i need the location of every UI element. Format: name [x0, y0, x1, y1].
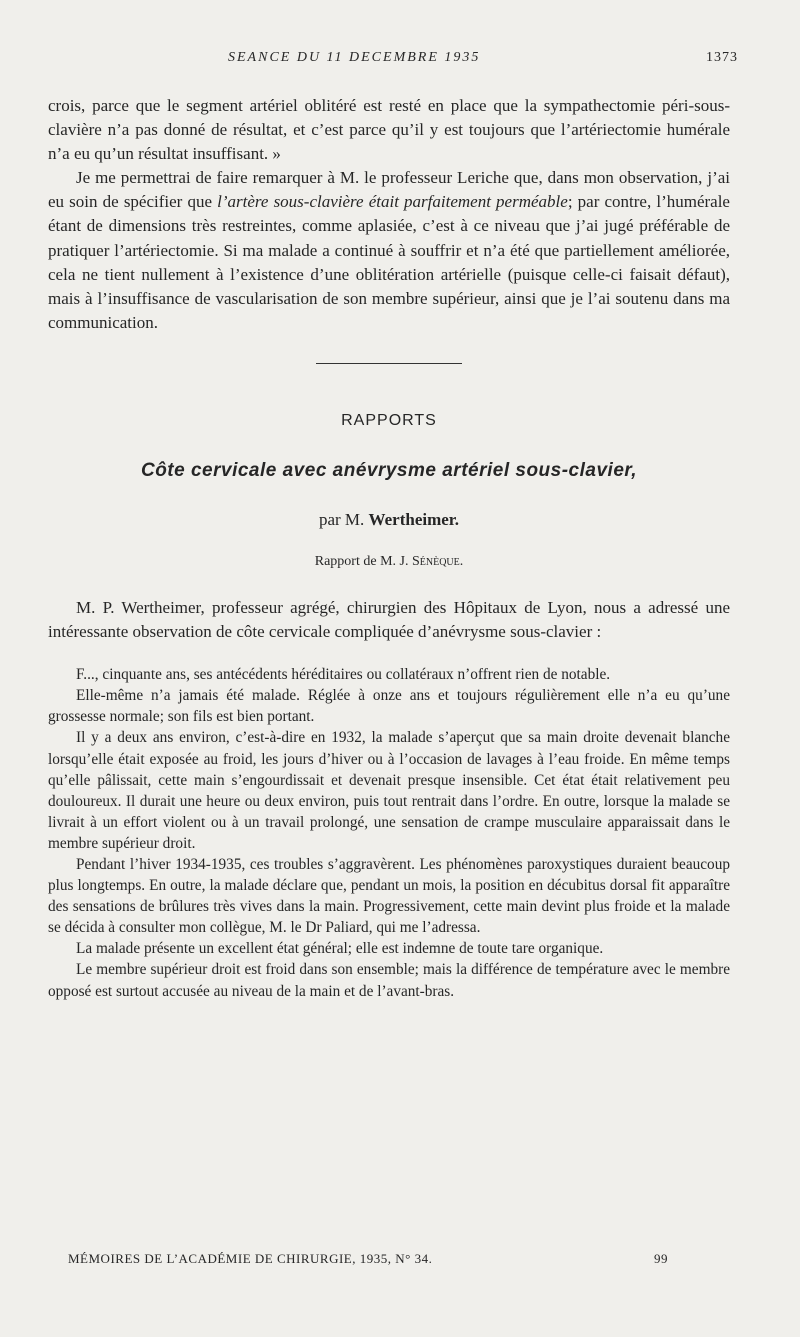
case-paragraph-6: Le membre supérieur droit est froid dans son ensemble; mais la différence de température avec le membre opposé est surtout accusée au niveau de la main et de l’avant-bras. [48, 961, 730, 1000]
case-report [48, 664, 730, 1002]
case-paragraph-2: Elle-même n’a jamais été malade. Réglée à onze ans et toujours régulièrement elle n’a eu qu’une grossesse normale; son fils est bien portant. [48, 687, 730, 726]
page-footer [68, 1251, 668, 1267]
case-paragraph-3: Il y a deux ans environ, c’est-à-dire en 1932, la malade s’aperçut que sa main droite devenait blanche lorsqu’elle était exposée au froid, les jours d’hiver ou à l’occasion de lavages à l’eau froide. En même temps qu’elle pâlissait, cette main s’engourdissait et devenait presque insensible. Cet état était relativement peu douloureux. Il durait une heure ou deux environ, puis tout rentrait dans l’ordre. En outre, lorsque la malade se livrait à un effort violent ou à un travail prolongé, une sensation de crampe musculaire apparaissait dans le membre supérieur droit. [48, 729, 730, 852]
case-paragraph-4: Pendant l’hiver 1934-1935, ces troubles s’aggravèrent. Les phénomènes paroxystiques duraient beaucoup plus longtemps. En outre, la malade déclare que, pendant un mois, la position en décubitus dorsal fit apparaître des sensations de brûlures très vives dans la main. Progressivement, cette main devint plus froide et la malade se décida à consulter mon collègue, M. le Dr Paliard, qui me l’adressa. [48, 855, 730, 937]
sheet-number: 99 [654, 1251, 668, 1266]
page-body [48, 94, 730, 1002]
section-heading: RAPPORTS [341, 411, 437, 429]
continuation-paragraph-2-start: Je me permettrai de faire remarquer à M. le professeur Leriche que, dans mon observation, j’ai eu soin de spécifier que [48, 168, 730, 212]
continuation-paragraph-2-end: ; par contre, l’humérale étant de dimensions très restreintes, comme aplasiée, c’est à ce niveau que j’ai jugé préférable de pratiquer l’artériectomie. Si ma malade a continué à souffrir et n’a été que partiellement améliorée, cela ne tient nullement à l’existence d’une oblitération artérielle (puisque celle-ci faisait défaut), mais à l’insuffisance de vascularisation de son membre supérieur, ainsi que je l’ai soutenu dans ma communication. [48, 192, 730, 332]
author-name: Wertheimer. [368, 509, 460, 529]
article-title: Côte cervicale avec anévrysme artériel sous-clavier, [140, 459, 638, 481]
case-paragraph-5: La malade présente un excellent état général; elle est indemne de toute tare organique. [76, 940, 604, 958]
report-prefix: Rapport de M. J. [314, 553, 412, 569]
case-paragraph-1: F..., cinquante ans, ses antécédents héréditaires ou collatéraux n’offrent rien de notable. [76, 666, 611, 684]
continuation-paragraph-2 [48, 166, 730, 335]
byline [48, 510, 730, 530]
report-attribution [48, 554, 730, 570]
running-header [48, 46, 738, 70]
reporter-name: Sénèque. [411, 553, 464, 569]
page-number: 1373 [706, 50, 738, 65]
continuation-paragraph-1: crois, parce que le segment artériel oblitéré est resté en place que la sympathectomie péri-sous-clavière n’a pas donné de résultat, et c’est parce qu’il y est toujours que l’artériectomie humérale n’a eu qu’un résultat insuffisant. » [48, 96, 730, 164]
section-divider [316, 363, 462, 364]
intro-paragraph: M. P. Wertheimer, professeur agrégé, chirurgien des Hôpitaux de Lyon, nous a adressé une intéressante observation de côte cervicale compliquée d’anévrysme sous-clavier : [48, 597, 730, 642]
continuation-paragraph-2-italic: l’artère sous-clavière était parfaitement perméable [217, 192, 568, 212]
journal-citation: MÉMOIRES DE L’ACADÉMIE DE CHIRURGIE, 1935, N° 34. [68, 1251, 433, 1266]
running-header-title: SEANCE DU 11 DECEMBRE 1935 [228, 50, 481, 65]
byline-prefix: par M. [318, 509, 369, 529]
